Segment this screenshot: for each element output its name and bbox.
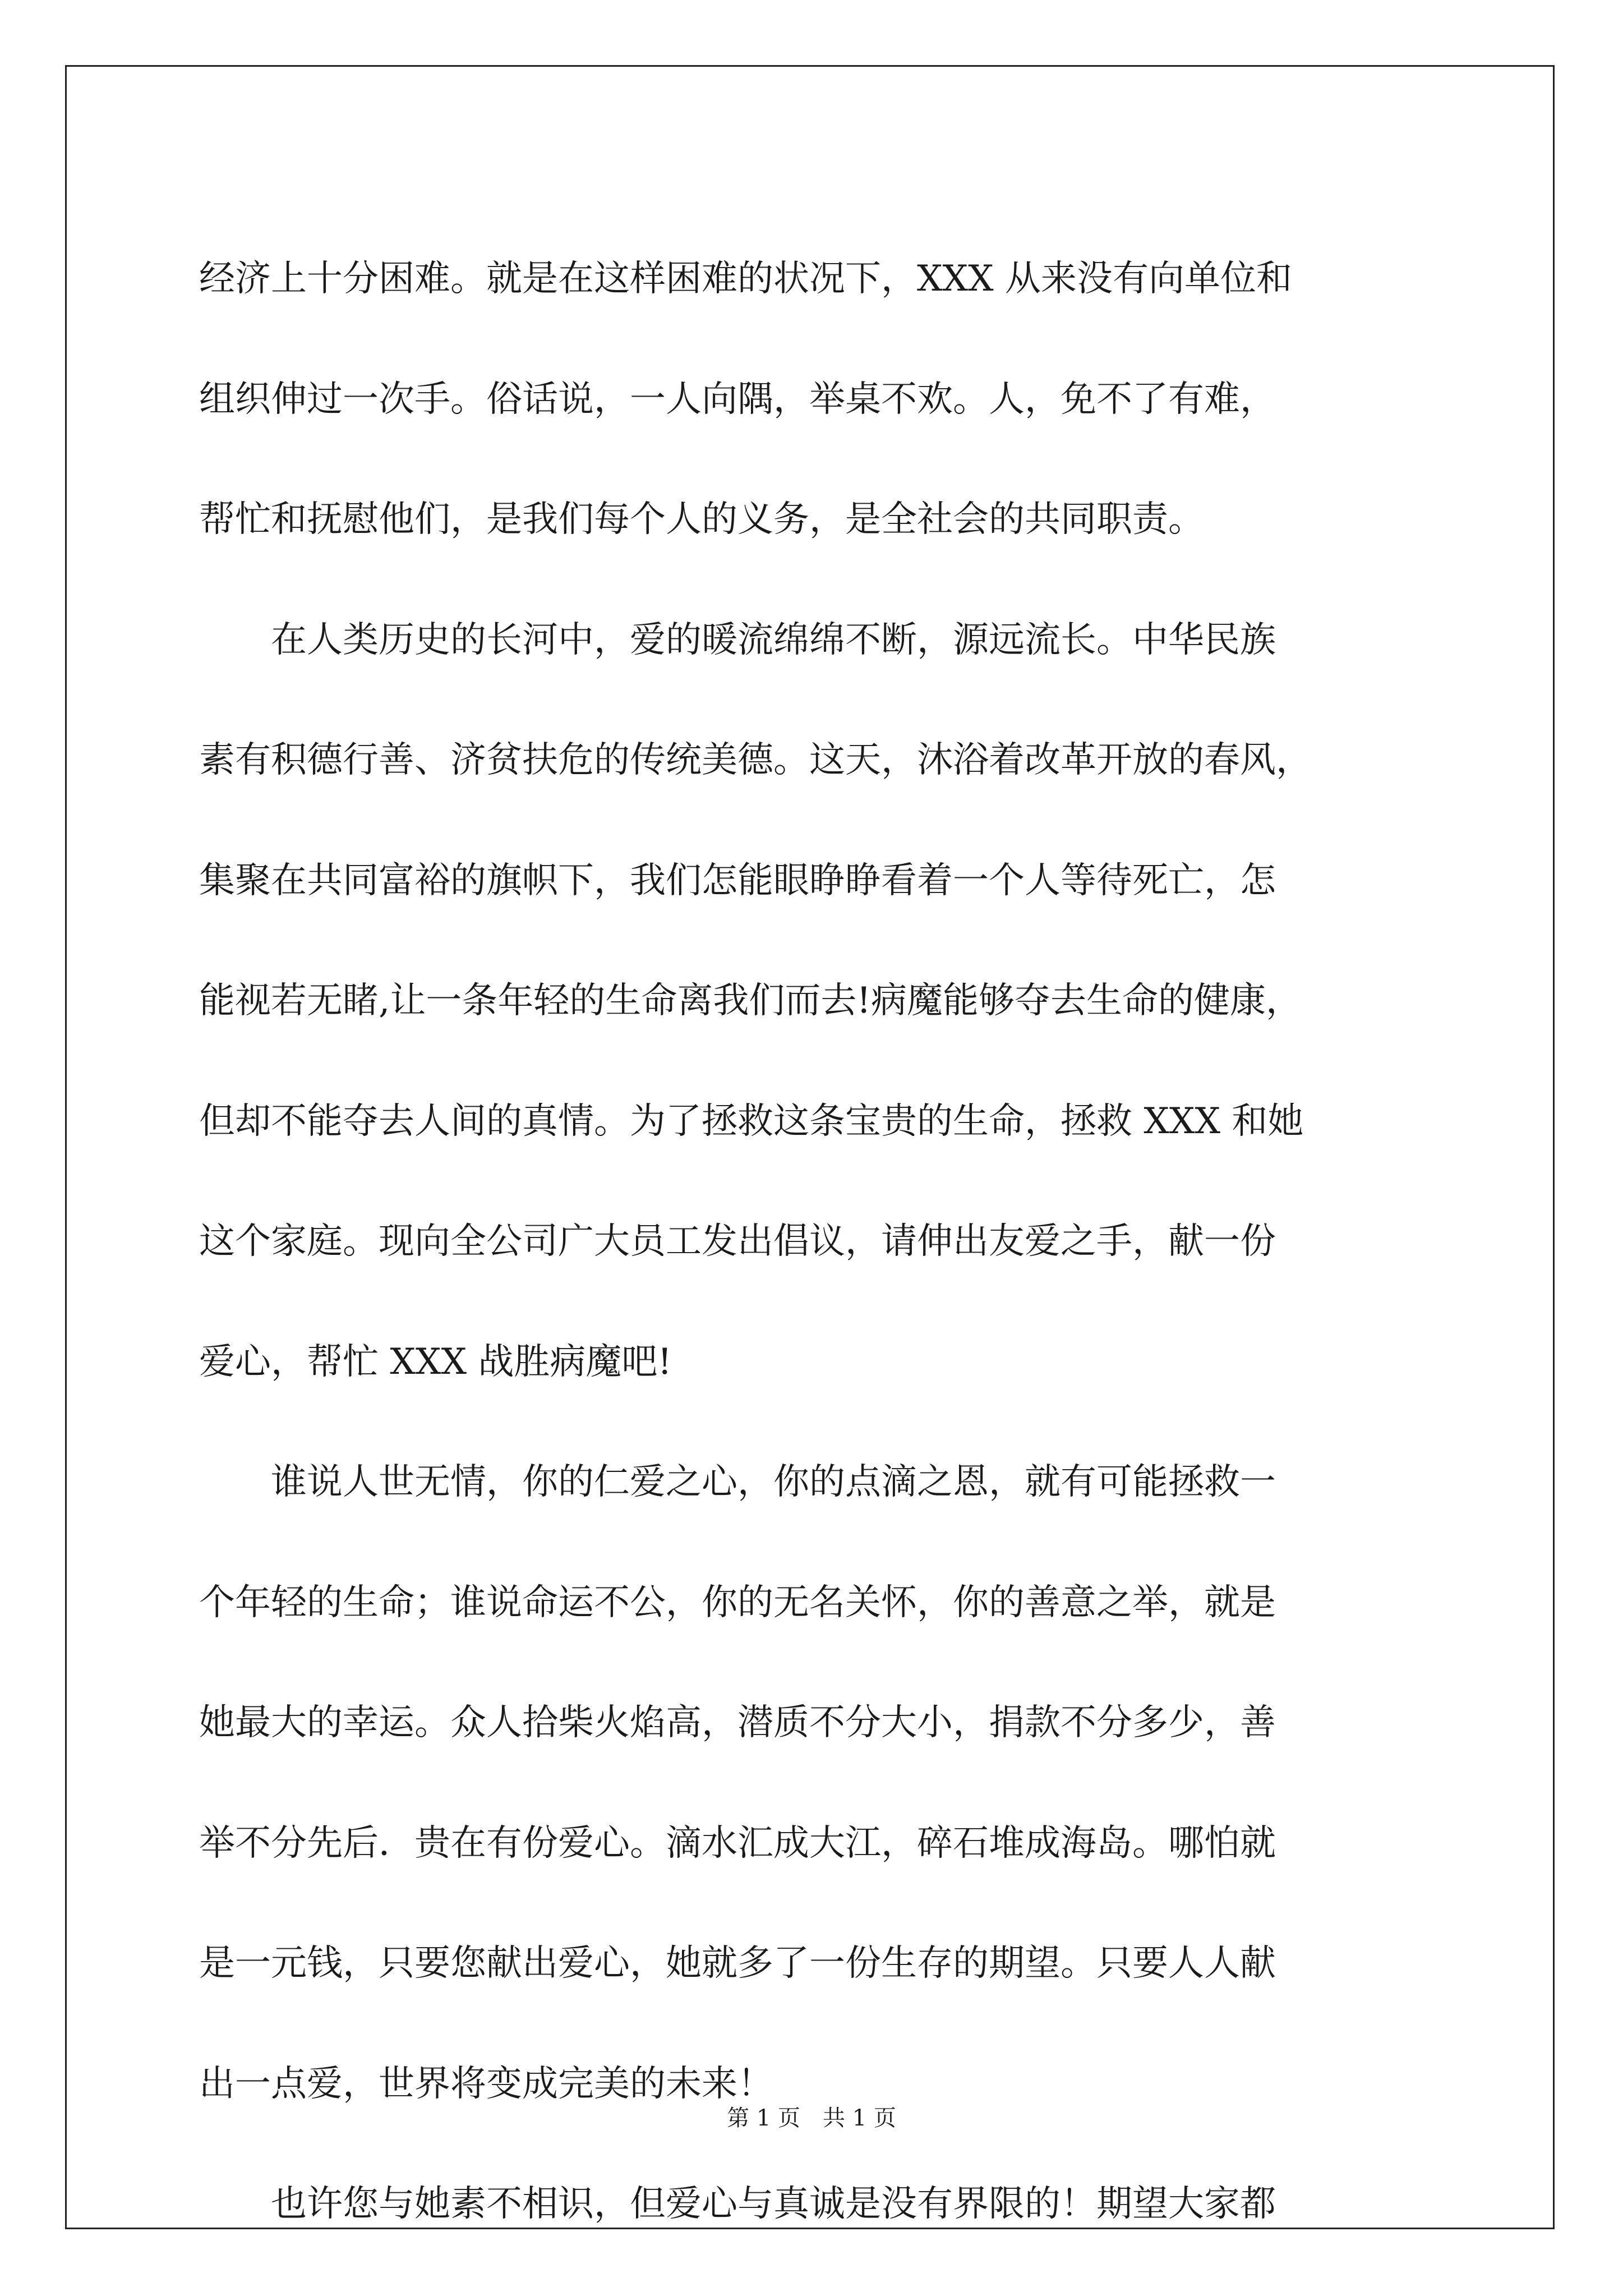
page-number-footer: 第 1 页 共 1 页 — [727, 2105, 896, 2131]
text-line: 集聚在共同富裕的旗帜下，我们怎能眼睁睁看着一个人等待死亡，怎 — [199, 859, 1276, 901]
text-line: 经济上十分困难。就是在这样困难的状况下，XXX 从来没有向单位和 — [199, 258, 1293, 300]
text-line: 也许您与她素不相识，但爱心与真诚是没有界限的！期望大家都 — [199, 2183, 1276, 2225]
text-line: 但却不能夺去人间的真情。为了拯救这条宝贵的生命，拯救 XXX 和她 — [199, 1100, 1304, 1142]
text-line: 能视若无睹,让一条年轻的生命离我们而去!病魔能够夺去生命的健康， — [199, 980, 1302, 1022]
text-line: 素有积德行善、济贫扶危的传统美德。这天，沐浴着改革开放的春风， — [199, 739, 1312, 781]
document-body — [199, 219, 1422, 2265]
text-line: 在人类历史的长河中，爱的暖流绵绵不断，源远流长。中华民族 — [199, 619, 1276, 661]
text-line: 举不分先后．贵在有份爱心。滴水汇成大江，碎石堆成海岛。哪怕就 — [199, 1822, 1276, 1864]
text-line: 谁说人世无情，你的仁爱之心，你的点滴之恩，就有可能拯救一 — [199, 1461, 1276, 1503]
text-line: 她最大的幸运。众人拾柴火焰高，潜质不分大小，捐款不分多少，善 — [199, 1702, 1276, 1743]
text-line: 出一点爱，世界将变成完美的未来！ — [199, 2063, 773, 2105]
text-line: 帮忙和抚慰他们，是我们每个人的义务，是全社会的共同职责。 — [199, 499, 1204, 540]
text-line: 这个家庭。现向全公司广大员工发出倡议，请伸出友爱之手，献一份 — [199, 1221, 1276, 1262]
text-line: 爱心，帮忙 XXX 战胜病魔吧! — [199, 1341, 672, 1383]
text-line: 是一元钱，只要您献出爱心，她就多了一份生存的期望。只要人人献 — [199, 1943, 1276, 1984]
text-line: 个年轻的生命；谁说命运不公，你的无名关怀，你的善意之举，就是 — [199, 1581, 1276, 1623]
text-line: 组织伸过一次手。俗话说，一人向隅，举桌不欢。人，免不了有难， — [199, 378, 1276, 420]
